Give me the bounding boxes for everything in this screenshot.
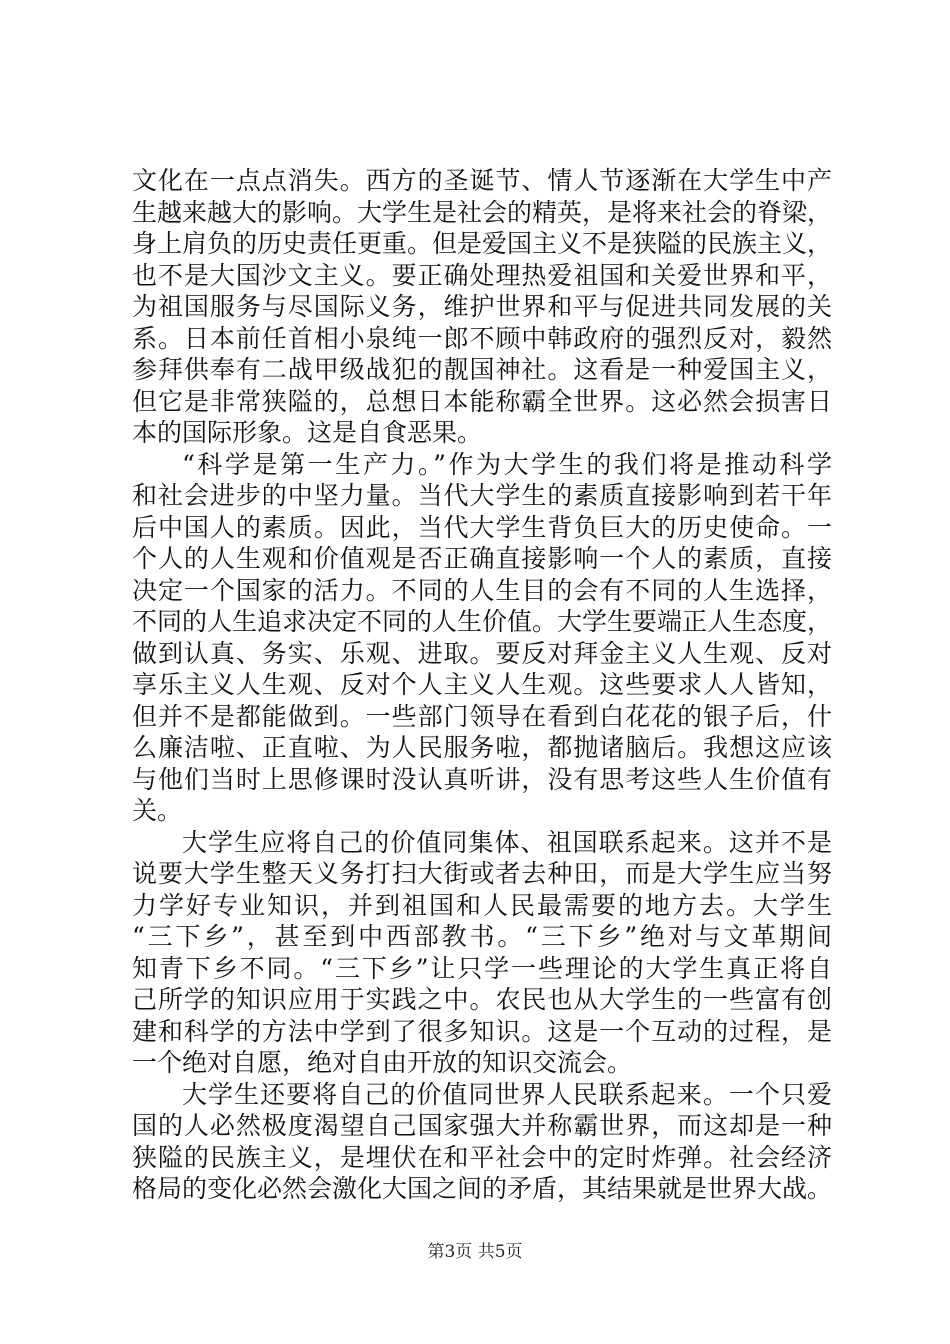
text-line: 大学生还要将自己的价值同世界人民联系起来。一个只爱 [182,1079,832,1109]
text-line: 生越来越大的影响。大学生是社会的精英，是将来社会的脊梁， [132,197,833,227]
text-line: 身上肩负的历史责任更重。但是爱国主义不是狭隘的民族主义， [132,229,833,258]
text-line: 参拜供奉有二战甲级战犯的靓国神社。这看是一种爱国主义， [132,355,832,384]
text-line: “科学是第一生产力。”作为大学生的我们将是推动科学 [182,449,832,479]
text-line: 国的人必然极度渴望自己国家强大并称霸世界，而这却是一种 [132,1111,832,1140]
text-line: 为祖国服务与尽国际义务，维护世界和平与促进共同发展的关 [132,292,832,321]
document-body [132,165,832,1205]
text-line: 建和科学的方法中学到了很多知识。这是一个互动的过程，是 [132,1016,832,1046]
text-line: 也不是大国沙文主义。要正确处理热爱祖国和关爱世界和平， [132,260,832,290]
text-line: 系。日本前任首相小泉纯一郎不顾中韩政府的强烈反对，毅然 [132,323,832,353]
text-line: 不同的人生追求决定不同的人生价值。大学生要端正人生态度， [132,607,833,636]
paragraph [132,449,832,827]
text-line: 但并不是都能做到。一些部门领导在看到白花花的银子后，什 [132,701,832,731]
text-line: “三下乡”，甚至到中西部教书。“三下乡”绝对与文革期间 [132,922,832,951]
page-number-footer: 第3页 共5页 [427,1242,523,1262]
text-line: 力学好专业知识，并到祖国和人民最需要的地方去。大学生 [132,890,832,920]
text-line: 知青下乡不同。“三下乡”让只学一些理论的大学生真正将自 [132,953,832,983]
paragraph [132,1079,832,1205]
text-line: 说要大学生整天义务打扫大街或者去种田，而是大学生应当努 [132,859,832,888]
text-line: 文化在一点点消失。西方的圣诞节、情人节逐渐在大学生中产 [132,166,832,195]
paragraph [132,165,832,449]
text-line: 和社会进步的中坚力量。当代大学生的素质直接影响到若干年 [132,481,832,510]
text-line: 决定一个国家的活力。不同的人生目的会有不同的人生选择， [132,575,832,605]
text-line: 个人的人生观和价值观是否正确直接影响一个人的素质，直接 [132,544,832,573]
text-line: 但它是非常狭隘的，总想日本能称霸全世界。这必然会损害日 [132,386,832,416]
text-line: 关。 [132,796,183,825]
text-line: 做到认真、务实、乐观、进取。要反对拜金主义人生观、反对 [132,638,832,668]
text-line: 己所学的知识应用于实践之中。农民也从大学生的一些富有创 [132,985,832,1014]
paragraph [132,827,832,1079]
text-line: 么廉洁啦、正直啦、为人民服务啦，都抛诸脑后。我想这应该 [132,733,832,762]
text-line: 后中国人的素质。因此，当代大学生背负巨大的历史使命。一 [132,512,832,542]
text-line: 享乐主义人生观、反对个人主义人生观。这些要求人人皆知， [132,670,832,699]
text-line: 狭隘的民族主义，是埋伏在和平社会中的定时炸弹。社会经济 [132,1142,832,1172]
text-line: 大学生应将自己的价值同集体、祖国联系起来。这并不是 [182,827,832,857]
text-line: 一个绝对自愿，绝对自由开放的知识交流会。 [132,1048,633,1077]
text-line: 与他们当时上思修课时没认真听讲，没有思考这些人生价值有 [132,764,832,794]
text-line: 本的国际形象。这是自食恶果。 [132,418,483,447]
text-line: 格局的变化必然会激化大国之间的矛盾，其结果就是世界大战。 [132,1174,833,1203]
